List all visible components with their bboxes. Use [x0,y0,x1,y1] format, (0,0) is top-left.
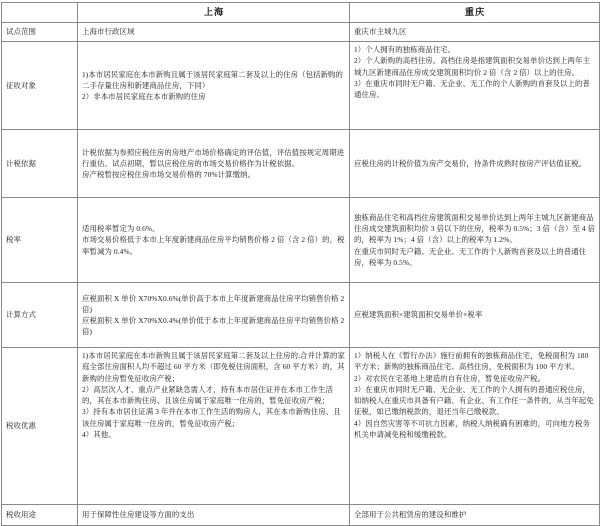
header-city-shanghai: 上海 [78,3,350,23]
cell-shanghai-pilot-scope [78,23,350,42]
row-label-tax-basis: 计税依据 [2,130,78,198]
row-label-tax-benefits: 税收优惠 [2,348,78,505]
cell-paragraph: 1)本市居民家庭在本市新购且属于该居民家庭第二套及以上的住房（包括新购的二手存量住房和新建商品住房，下同） [82,69,344,90]
cell-paragraph: 3）在重庆市同时无户籍、无企业、无工作的个人拥有的普通应税住房，如纳税人在重庆市具备有户籍、有企业、有工作任一条件的，从当年起免征税，如已缴纳税款的，退还当年已缴税款。 [354,384,594,417]
table-header [2,3,600,23]
table-row [2,348,600,505]
cell-shanghai-tax-basis [78,130,350,198]
row-label-pilot-scope: 试点范围 [2,23,78,42]
table-row [2,23,600,42]
cell-paragraph: 应税面积 X 单价 X70%X0.4%(单价低于本市上年度新建商品住房平均销售价格 2 倍) [82,316,345,337]
cell-shanghai-calculation-method [78,283,350,348]
table-row [2,283,600,348]
table-header-row [2,3,600,23]
table-row [2,42,600,130]
cell-shanghai-tax-benefits [78,348,350,505]
cell-chongqing-tax-rate [350,198,600,283]
cell-chongqing-tax-usage [350,505,600,526]
cell-shanghai-tax-usage [78,505,350,526]
cell-paragraph: 重庆市主城九区 [354,27,407,37]
policy-comparison-table [1,2,600,526]
cell-paragraph: 2）高层次人才、重点产业紧缺急需人才，持有本市居住证并在本市工作生活的，其在本市新购住房、且该住房属于家庭唯一住房的，暂免征收房产税； [82,384,333,405]
cell-paragraph: 4）因自然灾害等不可抗力因素，纳税人纳税确有困难的，可向地方税务机关申请减免税和缓缴税款。 [354,418,591,439]
cell-paragraph: 2）对农民在宅基地上建造的自有住房，暂免征收房产税。 [354,373,546,383]
cell-paragraph: 房产税暂按应税住房市场交易价格的 70%计算缴纳。 [82,170,256,180]
cell-chongqing-pilot-scope [350,23,600,42]
cell-paragraph: 市场交易价格低于本市上年度新建商品住房平均销售价格 2 倍（含 2 倍）的，税率暂减为 0.4%。 [82,235,345,256]
cell-paragraph: 独栋商品住宅和高档住房建筑面积交易单价达到上两年主城九区新建商品住房成交建筑面积均价 3 倍以下的住房，税率为 0.5%；3 倍（含）至 4 倍的，税率为 1%；4 倍（含）以上的税率为 1.2%。 [354,212,596,245]
cell-chongqing-tax-basis [350,130,600,198]
cell-paragraph: 1）个人拥有的独栋商品住宅。 [354,45,456,54]
cell-paragraph: 用于保障性住房建设等方面的支出 [82,510,195,520]
cell-chongqing-tax-benefits [350,348,600,505]
cell-paragraph: 上海市行政区域 [82,27,135,37]
cell-paragraph: 计税依据为参照应税住房的房地产市场价格确定的评估值，评估值按规定周期进行重估。试点初期，暂以应税住房的市场交易价格作为计税依据。 [82,147,345,168]
cell-paragraph: 在重庆市同时无户籍、无企业、无工作的个人新购首套及以上的普通住房，税率为 0.5%。 [354,246,587,267]
cell-paragraph: 应税建筑面积×建筑面积交易单价×税率 [354,310,483,320]
cell-paragraph: 全部用于公共租赁房的建设和维护 [354,510,467,520]
cell-paragraph: 1)本市居民家庭在本市新购且属于该居民家庭第二套及以上住房的,合并计算的家庭全部住房面积人均不超过 60 平方米（即免税住房面积，含 60 平方米）的，其新购的住房暂免征收房产税； [82,351,345,383]
cell-shanghai-tax-subject [78,42,350,130]
table-body [2,23,600,526]
cell-paragraph: 适用税率暂定为 0.6%。 [82,224,160,234]
cell-paragraph: 4）其他。 [82,429,116,439]
cell-shanghai-tax-rate [78,198,350,283]
table-row [2,198,600,283]
row-label-tax-rate: 税率 [2,198,78,283]
cell-paragraph: 2）个人新购的高档住房。高档住房是指建筑面积交易单价达到上两年主城九区新建商品住房成交建筑面积均价 2 倍（含 2 倍）以上的住房。 [354,56,591,77]
cell-paragraph: 应税住房的计税价值为房产交易价，待条件成熟时按房产评估值征税。 [354,158,587,168]
row-label-calculation-method: 计算方式 [2,283,78,348]
row-label-tax-subject: 征收对象 [2,42,78,130]
cell-paragraph: 1）纳税人在《暂行办法》施行前拥有的独栋商品住宅，免税面积为 180 平方米；新购的独栋商品住宅、高档住房，免税面积为 100 平方米。 [354,351,589,372]
cell-paragraph: 3）持有本市居住证满 3 年并在本市工作生活的购房人，其在本市新购住房、且该住房属于家庭唯一住房的，暂免征收房产税； [82,407,341,428]
table-row [2,130,600,198]
cell-chongqing-calculation-method [350,283,600,348]
cell-paragraph: 应税面积 X 单价 X70%X0.6%(单价高于本市上年度新建商品住房平均销售价格 2 倍) [82,293,345,314]
cell-paragraph: 2）非本市居民家庭在本市新购的住房 [82,92,206,102]
cell-paragraph: 3）在重庆市同时无户籍、无企业、无工作的个人新购的首套及以上的普通住房。 [354,78,591,99]
header-city-chongqing: 重庆 [350,3,600,23]
row-label-tax-usage: 税收用途 [2,505,78,526]
header-blank-corner [2,3,78,23]
table-row [2,505,600,526]
cell-chongqing-tax-subject [350,42,600,130]
